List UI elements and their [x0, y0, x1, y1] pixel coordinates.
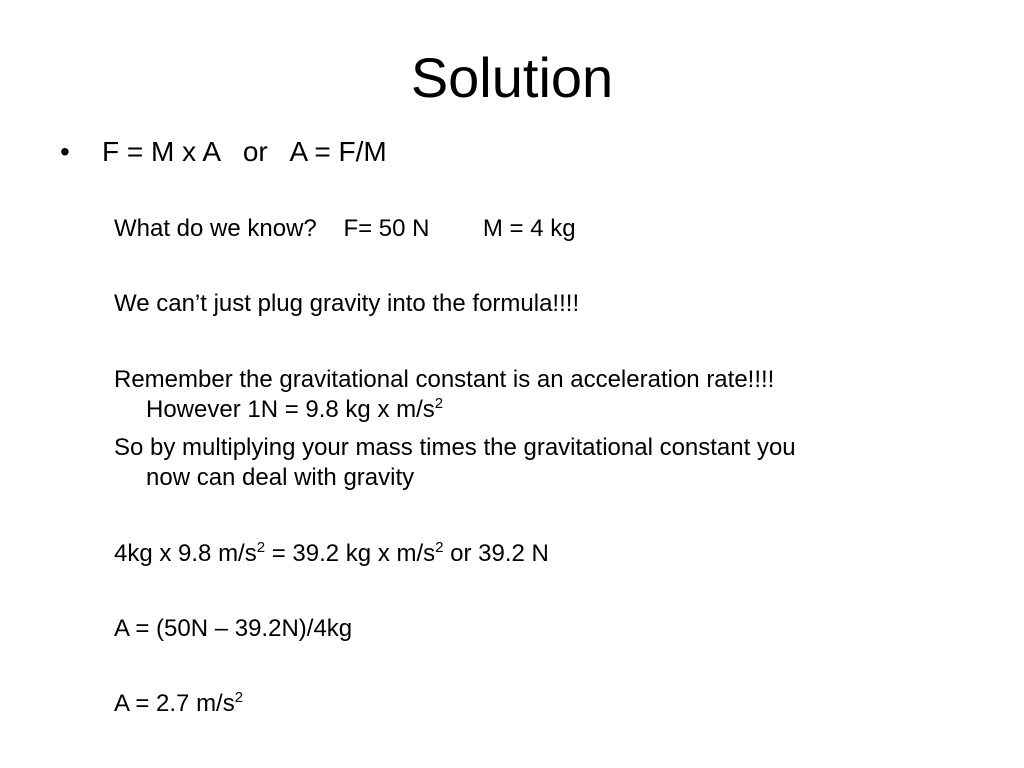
main-bullet-row [60, 133, 387, 171]
superscript: 2 [234, 689, 244, 706]
answer-text: A = 2.7 m/s [114, 690, 235, 717]
calc-part-3: or 39.2 N [443, 540, 549, 567]
superscript: 2 [434, 395, 444, 412]
remember-paragraph [114, 365, 934, 425]
multiply-line-2: now can deal with gravity [146, 464, 415, 491]
multiply-line-1: So by multiplying your mass times the gravitational constant you [114, 434, 796, 461]
superscript: 2 [256, 539, 266, 556]
superscript: 2 [435, 539, 444, 556]
main-bullet-text: F = M x A or A = F/M [102, 136, 387, 167]
known-force: F= 50 N [343, 215, 430, 242]
multiply-paragraph [114, 433, 934, 493]
plug-note: We can’t just plug gravity into the formula!!!! [114, 290, 580, 317]
remember-line-2 [114, 395, 934, 425]
calc-part-2: = 39.2 kg x m/s [265, 540, 436, 567]
bullet-dot: • [60, 136, 70, 167]
remember-line-1: Remember the gravitational constant is an acceleration rate!!!! [114, 366, 775, 393]
known-mass: M = 4 kg [482, 215, 576, 242]
known-label: What do we know? [114, 215, 317, 242]
acceleration-formula: A = (50N – 39.2N)/4kg [114, 615, 353, 642]
calculation-line [114, 539, 934, 569]
known-values [114, 214, 934, 244]
remember-line-2-text: However 1N = 9.8 kg x m/s [146, 396, 435, 423]
slide-title: Solution [410, 46, 614, 109]
calc-part-1: 4kg x 9.8 m/s [114, 540, 257, 567]
answer-line [114, 689, 934, 719]
